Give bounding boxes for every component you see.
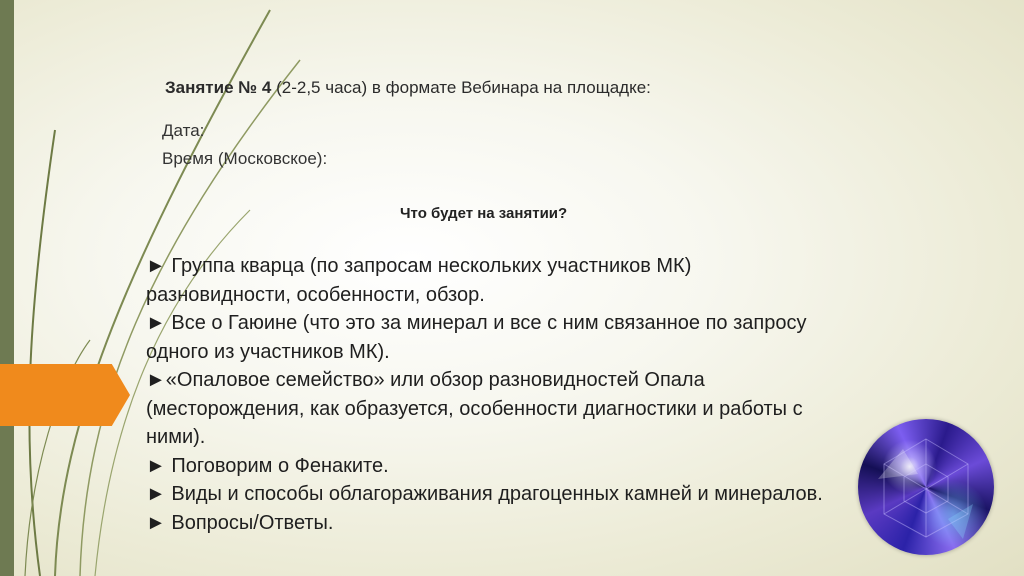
- date-label: Дата:: [162, 121, 205, 140]
- gemstone-image: [858, 419, 994, 555]
- section-heading: Что будет на занятии?: [400, 205, 568, 222]
- agenda-item: ► Вопросы/Ответы.: [146, 511, 334, 534]
- lesson-number: Занятие № 4: [165, 78, 272, 97]
- agenda-item: ► Группа кварца (по запросам нескольких участников МК) разновидности, особенности, обзор.: [146, 255, 692, 306]
- agenda-item: ►«Опаловое семейство» или обзор разновидностей Опала (месторождения, как образуется, особенности диагностики и работы с ними).: [146, 369, 803, 448]
- lesson-format: (2-2,5 часа) в формате Вебинара на площадке:: [271, 78, 651, 97]
- agenda-item: ► Поговорим о Фенаките.: [146, 454, 389, 477]
- lesson-title: [165, 78, 651, 98]
- schedule-block: [162, 117, 327, 173]
- orange-accent-tab: [0, 364, 130, 426]
- agenda-item: ► Виды и способы облагораживания драгоценных камней и минералов.: [146, 483, 823, 505]
- agenda-item: ► Все о Гаюине (что это за минерал и все с ним связанное по запросу одного из участников МК).: [146, 312, 807, 363]
- time-label: Время (Московское):: [162, 149, 328, 168]
- agenda-list: [146, 252, 836, 537]
